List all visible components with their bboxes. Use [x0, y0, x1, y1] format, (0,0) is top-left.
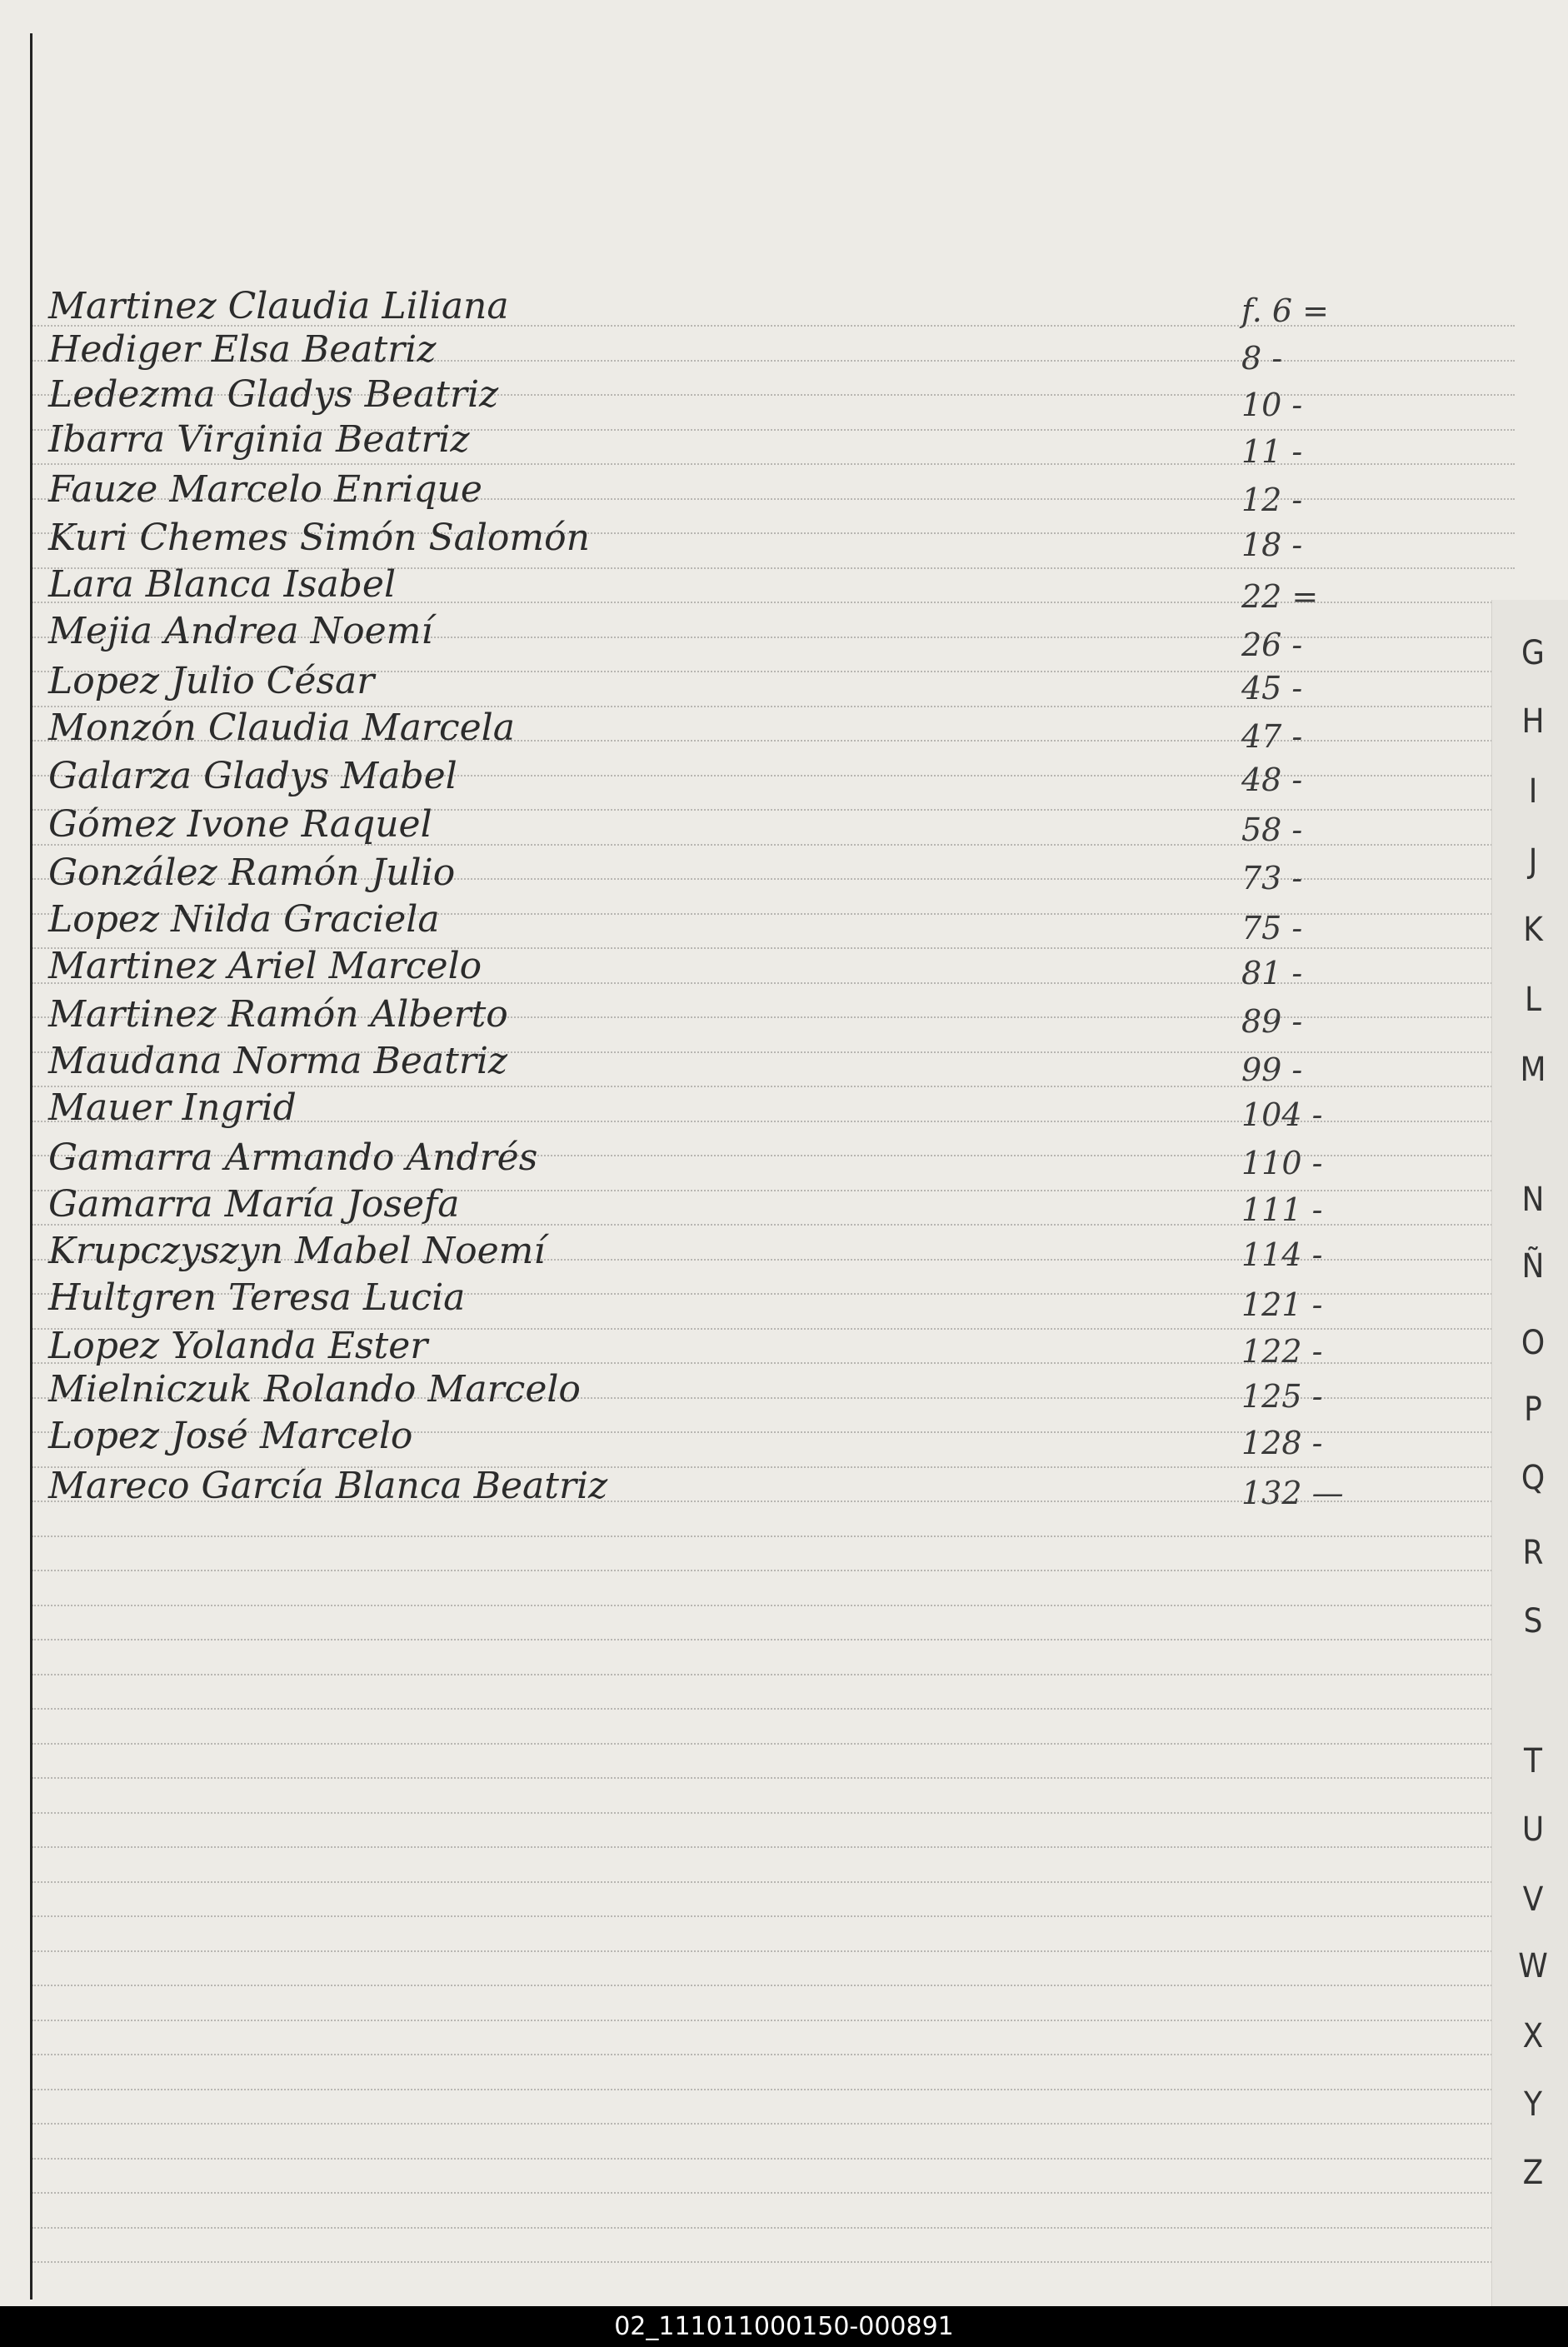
entry-name: Lopez Yolanda Ester — [48, 1325, 428, 1367]
index-letter-tab[interactable]: Ñ — [1521, 1247, 1545, 1286]
entry-name: Gamarra Armando Andrés — [48, 1136, 538, 1179]
entry-folio: 122 - — [1241, 1333, 1323, 1370]
index-letter-tab[interactable]: N — [1521, 1181, 1545, 1219]
entry-folio: 11 - — [1241, 433, 1303, 470]
index-letter-tab[interactable]: H — [1521, 702, 1545, 741]
entry-folio: 128 - — [1241, 1425, 1323, 1461]
entry-name: Martinez Ariel Marcelo — [48, 945, 482, 987]
index-letter-tab[interactable]: O — [1521, 1324, 1546, 1362]
entry-folio: 45 - — [1241, 670, 1303, 707]
entry-folio: 81 - — [1241, 955, 1303, 991]
entry-name: Mielniczuk Rolando Marcelo — [48, 1368, 581, 1411]
entry-name: Lopez José Marcelo — [48, 1415, 413, 1457]
entry-name: Krupczyszyn Mabel Noemí — [48, 1230, 546, 1272]
entry-folio: f. 6 = — [1241, 292, 1329, 329]
index-letter-tab[interactable]: V — [1522, 1880, 1544, 1919]
entry-folio: 22 = — [1241, 578, 1319, 615]
entry-name: González Ramón Julio — [48, 851, 456, 894]
index-letter-tab[interactable]: K — [1523, 911, 1543, 949]
entry-name: Maudana Norma Beatriz — [48, 1040, 508, 1082]
index-letter-tab[interactable]: J — [1528, 842, 1538, 881]
entry-name: Mareco García Blanca Beatriz — [48, 1465, 608, 1507]
entry-name: Hultgren Teresa Lucia — [48, 1276, 466, 1319]
entry-name: Ledezma Gladys Beatriz — [48, 373, 499, 416]
entry-folio: 12 - — [1241, 482, 1303, 518]
entry-name: Ibarra Virginia Beatriz — [48, 418, 470, 461]
alphabet-index — [1500, 0, 1566, 2306]
entry-name: Gómez Ivone Raquel — [48, 803, 432, 846]
entry-folio: 73 - — [1241, 860, 1303, 896]
entry-folio: 125 - — [1241, 1378, 1323, 1415]
entry-name: Galarza Gladys Mabel — [48, 755, 457, 797]
index-letter-tab[interactable]: R — [1522, 1534, 1544, 1572]
entry-folio: 132 — — [1241, 1475, 1344, 1511]
entry-name: Mejia Andrea Noemí — [48, 610, 433, 652]
entry-folio: 26 - — [1241, 627, 1303, 663]
entry-folio: 104 - — [1241, 1096, 1323, 1133]
entry-name: Lara Blanca Isabel — [48, 563, 397, 606]
index-letter-tab[interactable]: U — [1521, 1810, 1545, 1849]
index-letter-tab[interactable]: Z — [1522, 2154, 1544, 2192]
entry-name: Kuri Chemes Simón Salomón — [48, 517, 590, 559]
entry-folio: 18 - — [1241, 527, 1303, 563]
entry-folio: 110 - — [1241, 1145, 1323, 1181]
entry-folio: 8 - — [1241, 340, 1283, 377]
index-letter-tab[interactable]: W — [1518, 1947, 1548, 1985]
entry-folio: 89 - — [1241, 1003, 1303, 1040]
entry-name: Lopez Nilda Graciela — [48, 898, 440, 941]
entry-name: Fauze Marcelo Enrique — [48, 468, 482, 511]
index-letter-tab[interactable]: G — [1521, 634, 1545, 672]
document-id: 02_111011000150-000891 — [614, 2312, 954, 2341]
entry-name: Martinez Claudia Liliana — [48, 285, 509, 327]
index-letter-tab[interactable]: M — [1520, 1051, 1546, 1089]
entry-folio: 47 - — [1241, 718, 1303, 755]
index-letter-tab[interactable]: T — [1524, 1742, 1542, 1780]
entry-folio: 58 - — [1241, 811, 1303, 848]
index-letter-tab[interactable]: Y — [1524, 2085, 1542, 2124]
entry-name: Monzón Claudia Marcela — [48, 707, 515, 749]
entry-folio: 121 - — [1241, 1286, 1323, 1323]
footer-bar — [0, 2306, 1568, 2347]
entry-name: Gamarra María Josefa — [48, 1183, 460, 1226]
entry-folio: 48 - — [1241, 762, 1303, 798]
entry-folio: 114 - — [1241, 1236, 1323, 1273]
index-letter-tab[interactable]: P — [1524, 1391, 1542, 1429]
entry-name: Martinez Ramón Alberto — [48, 993, 508, 1036]
entry-name: Lopez Julio César — [48, 660, 375, 702]
entry-folio: 10 - — [1241, 387, 1303, 423]
entry-name: Mauer Ingrid — [48, 1086, 297, 1129]
index-letter-tab[interactable]: Q — [1521, 1459, 1546, 1497]
index-letter-tab[interactable]: S — [1523, 1602, 1543, 1640]
index-letter-tab[interactable]: I — [1528, 772, 1538, 811]
index-letter-tab[interactable]: X — [1522, 2017, 1544, 2055]
index-letter-tab[interactable]: L — [1524, 981, 1542, 1019]
entry-name: Hediger Elsa Beatriz — [48, 328, 437, 371]
entry-folio: 111 - — [1241, 1191, 1323, 1228]
entry-folio: 75 - — [1241, 910, 1303, 946]
entry-folio: 99 - — [1241, 1051, 1303, 1088]
